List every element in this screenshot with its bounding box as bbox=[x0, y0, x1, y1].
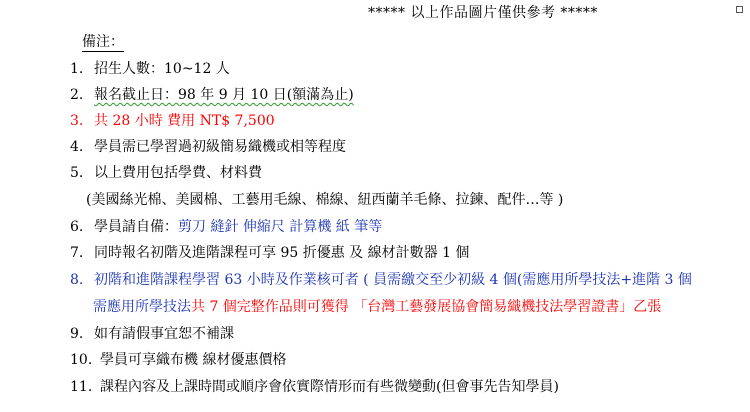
item-text: 學員可享織布機 線材優惠價格 bbox=[100, 352, 287, 368]
item-number: 10. bbox=[70, 352, 93, 368]
item-number: 1. bbox=[70, 61, 84, 77]
list-item bbox=[70, 111, 275, 131]
item-number: 3. bbox=[70, 113, 84, 129]
item-highlight-text: 共 7 個完整作品則可獲得 「台灣工藝發展協會簡易織機技法學習證書」乙張 bbox=[191, 299, 662, 315]
item-text: 同時報名初階及進階課程可享 95 折優惠 及 線材計數器 1 個 bbox=[94, 245, 470, 261]
list-item bbox=[70, 324, 234, 344]
list-item bbox=[70, 377, 559, 397]
list-item bbox=[70, 85, 354, 105]
item-text: 報名截止日：98 年 9 月 10 日(額滿為止) bbox=[94, 87, 354, 103]
item-number: 9. bbox=[70, 326, 84, 342]
list-item bbox=[70, 350, 286, 370]
item-highlight-text: 剪刀 縫針 伸縮尺 計算機 紙 筆等 bbox=[178, 219, 383, 235]
item-number: 2. bbox=[70, 87, 84, 103]
list-item bbox=[70, 163, 262, 183]
item-number: 11. bbox=[70, 379, 93, 395]
list-item bbox=[70, 270, 692, 290]
remarks-heading-text: 備注： bbox=[82, 34, 124, 50]
item-text: 共 28 小時 費用 NT$ 7,500 bbox=[94, 113, 275, 129]
list-item bbox=[70, 243, 469, 263]
list-item bbox=[70, 137, 346, 157]
item-text: 學員需已學習過初級簡易織機或相等程度 bbox=[94, 139, 346, 155]
reference-note: ***** 以上作品圖片僅供參考 ***** bbox=[368, 5, 598, 21]
item-text: (美國絲光棉、美國棉、工藝用毛線、棉線、紐西蘭羊毛條、拉鍊、配件…等 ) bbox=[86, 192, 564, 208]
item-number: 7. bbox=[70, 245, 84, 261]
item-text: 招生人數：10~12 人 bbox=[94, 61, 230, 77]
item-text: 以上費用包括學費、材料費 bbox=[94, 165, 262, 181]
list-item-continuation bbox=[93, 297, 661, 317]
remarks-heading bbox=[82, 32, 124, 52]
item-text: 課程內容及上課時間或順序會依實際情形而有些微變動(但會事先告知學員) bbox=[100, 379, 559, 395]
item-number: 6. bbox=[70, 219, 84, 235]
list-item bbox=[70, 217, 382, 237]
item-text: 如有請假事宜恕不補課 bbox=[94, 326, 234, 342]
item-number: 4. bbox=[70, 139, 84, 155]
list-item-detail bbox=[86, 190, 563, 210]
list-item bbox=[70, 59, 230, 79]
item-text: 初階和進階課程學習 63 小時及作業核可者 ( 員需繳交至少初級 4 個(需應用所學技法+進階 3 個 bbox=[94, 272, 692, 288]
item-number: 8. bbox=[70, 272, 84, 288]
item-number: 5. bbox=[70, 165, 84, 181]
item-text: 需應用所學技法 bbox=[93, 299, 191, 315]
item-text: 學員請自備： bbox=[94, 219, 178, 235]
corner-marker-icon bbox=[736, 6, 743, 13]
